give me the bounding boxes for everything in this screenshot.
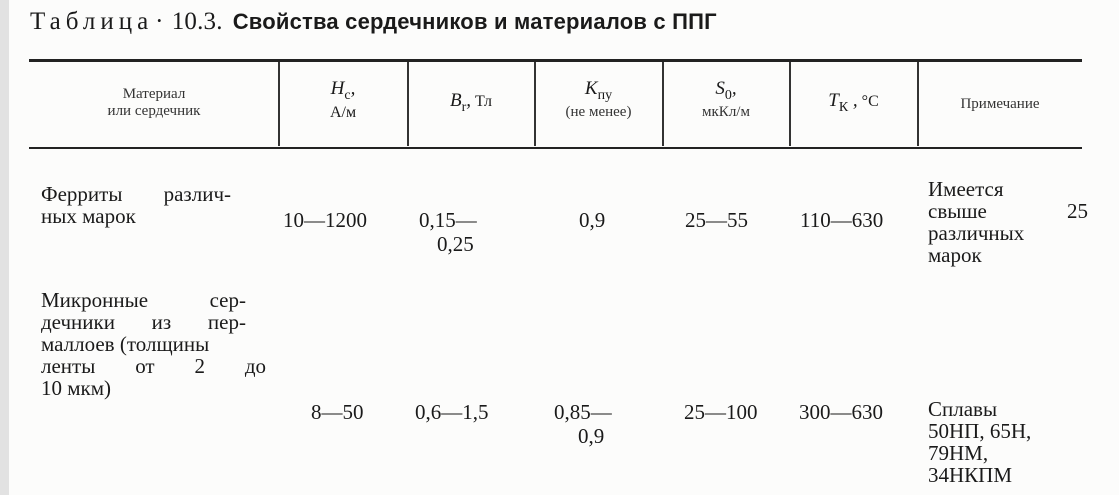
note-line: 50НП, 65Н, bbox=[928, 419, 1032, 443]
kpu-line: 0,85— bbox=[554, 400, 612, 424]
caption-dot: · bbox=[155, 8, 164, 35]
material-line bbox=[41, 289, 246, 311]
header-material-line: Материал bbox=[122, 86, 186, 102]
note-line: 34НКПМ bbox=[928, 463, 1013, 487]
row-2-br: 0,6—1,5 bbox=[415, 400, 489, 424]
hc-symbol-letter: H bbox=[330, 78, 345, 99]
br-symbol-letter: B bbox=[450, 90, 462, 111]
header-br-unit: Тл bbox=[475, 93, 492, 110]
br-symbol-sub: r bbox=[461, 99, 467, 115]
s0-symbol-sub: 0 bbox=[724, 87, 732, 103]
header-kpu-note: (не менее) bbox=[565, 103, 632, 120]
br-line: 0,25 bbox=[437, 232, 474, 256]
material-line bbox=[41, 183, 231, 205]
row-1-kpu: 0,9 bbox=[579, 208, 606, 232]
table-caption bbox=[30, 8, 717, 36]
header-br bbox=[408, 90, 534, 116]
header-s0-symbol: $S_0$, bbox=[715, 78, 737, 103]
header-kpu-symbol bbox=[535, 78, 662, 104]
note-line: Сплавы bbox=[928, 397, 998, 421]
word: из bbox=[151, 310, 172, 334]
table-top-rule bbox=[29, 59, 1082, 62]
caption-label: Таблица bbox=[30, 8, 154, 35]
word: пер- bbox=[207, 310, 246, 334]
row-1-tk: 110—630 bbox=[800, 208, 884, 232]
header-tk-unit: °C bbox=[861, 93, 879, 110]
caption-title: Свойства сердечников и материалов с ППГ bbox=[232, 9, 717, 34]
material-line: 10 мкм) bbox=[41, 376, 112, 400]
row-1-s0: 25—55 bbox=[685, 208, 748, 232]
br-line: 0,15— bbox=[419, 208, 477, 232]
row-1-note bbox=[928, 178, 1088, 266]
kpu-symbol-letter: K bbox=[584, 78, 598, 99]
row-2-hc: 8—50 bbox=[311, 400, 364, 424]
word: дечники bbox=[41, 310, 115, 334]
word: свыше bbox=[928, 199, 987, 223]
row-1-br bbox=[419, 208, 477, 256]
material-line bbox=[41, 355, 266, 377]
header-note: Примечание bbox=[960, 96, 1040, 112]
s0-symbol-letter: S bbox=[715, 78, 725, 99]
row-2-material bbox=[41, 289, 266, 399]
word: ленты bbox=[41, 354, 96, 378]
word: до bbox=[244, 354, 266, 378]
tk-symbol-letter: T bbox=[828, 90, 839, 111]
header-kpu bbox=[535, 78, 662, 121]
kpu-symbol-sub: пу bbox=[597, 87, 613, 103]
tk-symbol-sub: К bbox=[838, 99, 849, 115]
row-2-note bbox=[928, 398, 1031, 486]
note-line: различных bbox=[928, 221, 1025, 245]
row-2-s0: 25—100 bbox=[684, 400, 758, 424]
word: сер- bbox=[209, 288, 246, 312]
row-2-tk: 300—630 bbox=[799, 400, 883, 424]
header-hc-unit: А/м bbox=[329, 103, 357, 121]
note-line: марок bbox=[928, 243, 982, 267]
header-tk bbox=[790, 90, 917, 116]
word: 25 bbox=[1067, 199, 1088, 223]
caption-number: 10.3. bbox=[171, 8, 223, 35]
note-line: 79НМ, bbox=[928, 441, 989, 465]
header-hc bbox=[279, 78, 407, 122]
row-2-kpu bbox=[554, 400, 612, 448]
material-line: ных марок bbox=[41, 204, 136, 228]
word: Микронные bbox=[41, 288, 149, 312]
row-1-material bbox=[41, 183, 231, 227]
header-material bbox=[30, 86, 278, 121]
word: Ферриты bbox=[41, 182, 123, 206]
header-s0 bbox=[663, 78, 789, 121]
header-material-line: или сердечник bbox=[107, 103, 201, 120]
hc-symbol-sub: c bbox=[344, 87, 351, 103]
header-tk-symbol: $T_К$ , bbox=[828, 90, 858, 115]
material-line bbox=[41, 311, 246, 333]
header-s0-unit: мкКл/м bbox=[702, 103, 750, 120]
note-line bbox=[928, 200, 1088, 222]
word: от bbox=[135, 354, 155, 378]
word: 2 bbox=[194, 354, 205, 378]
row-1-hc: 10—1200 bbox=[283, 208, 367, 232]
header-br-symbol: $B_r$, bbox=[450, 90, 472, 115]
header-hc-symbol: $H_c$, bbox=[330, 78, 356, 103]
word: различ- bbox=[163, 182, 231, 206]
table-header-rule bbox=[29, 147, 1082, 149]
kpu-line: 0,9 bbox=[578, 424, 605, 448]
material-line: маллоев (толщины bbox=[41, 332, 210, 356]
note-line: Имеется bbox=[928, 177, 1004, 201]
page-edge bbox=[0, 0, 9, 495]
